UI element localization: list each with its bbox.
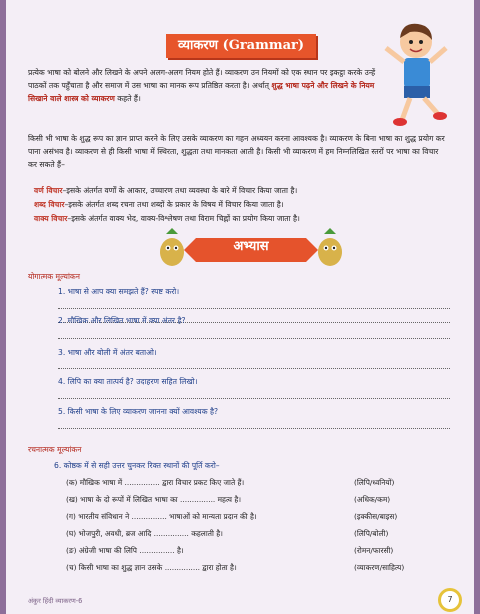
level-term: वाक्य विचार	[34, 214, 68, 223]
fill-options: (व्याकरण/साहित्य)	[354, 563, 405, 572]
fill-row-ga	[66, 512, 446, 522]
question-5: 5. किसी भाषा के लिए व्याकरण जानना क्यों आवश्यक है?	[58, 407, 219, 416]
fill-text: (च) किसी भाषा का शुद्ध ज्ञान उसके ............... द्वारा होता है।	[66, 563, 237, 572]
answer-line	[58, 338, 450, 339]
mascot-left-icon	[160, 228, 184, 266]
question-3: 3. भाषा और बोली में अंतर बताओ।	[58, 348, 157, 357]
book-page	[6, 0, 474, 614]
intro-paragraph-1	[28, 66, 378, 106]
page-number: 7	[438, 588, 462, 612]
grammar-definition: शुद्ध भाषा पढ़ने और लिखने के नियम सिखाने वाले शास्त्र को व्याकरण	[28, 81, 375, 104]
fill-options: (लिपि/बोली)	[354, 529, 389, 538]
section-formative-title: रचनात्मक मूल्यांकन	[28, 445, 82, 454]
fill-options: (रोमन/फारसी)	[354, 546, 394, 555]
intro-p1-text: प्रत्येक भाषा को बोलने और लिखने के अपने अलग-अलग नियम होते हैं। व्याकरण उन नियमों को एक स्थान पर इकट्ठा करके उन्हें पाठकों तक पहुँचाता है और समाज में उस भाषा का मानक रूप प्रतिष्ठित करता है। अर्थात्	[28, 68, 376, 91]
exercise-title: अभ्यास	[233, 239, 269, 254]
level-varna	[34, 184, 454, 197]
answer-line	[58, 308, 450, 309]
intro-p2-text: किसी भी भाषा के शुद्ध रूप का ज्ञान प्राप्त करने के लिए उसके व्याकरण का गहन अध्ययन करना आवश्यक है। व्याकरण के बिना भाषा का शुद्ध प्रयोग कर पाना असंभव है। व्याकरण से ही किसी भाषा में स्थिरता, शुद्धता तथा मानकता आती है। किसी भी व्याकरण में हम निम्नलिखित स्तरों पर भाषा का विचार कर सकते हैं–	[28, 134, 445, 170]
fill-row-cha	[66, 563, 446, 573]
question-2: 2. मौखिक और लिखित भाषा में क्या अंतर है?	[58, 316, 186, 325]
question-4: 4. लिपि का क्या तात्पर्य है? उदाहरण सहित लिखो।	[58, 377, 198, 386]
boy-illustration	[380, 18, 450, 128]
fill-row-ka	[66, 478, 446, 488]
title-english: (Grammar)	[222, 38, 305, 53]
level-vakya	[34, 212, 454, 225]
level-text: –इसके अंतर्गत वर्णों के आकार, उच्चारण तथा व्यवस्था के बारे में विचार किया जाता है।	[62, 186, 298, 195]
answer-line	[58, 368, 450, 369]
chapter-title-banner	[166, 34, 316, 58]
answer-line	[58, 398, 450, 399]
level-term: वर्ण विचार	[34, 186, 63, 195]
level-shabd	[34, 198, 454, 211]
title-hindi: व्याकरण	[177, 38, 219, 53]
fill-options: (इक्कीस/बाइस)	[354, 512, 398, 521]
question-1: 1. भाषा से आप क्या समझते हैं? स्पष्ट करो।	[58, 287, 180, 296]
fill-row-gha	[66, 529, 446, 539]
section-summative-title: योगात्मक मूल्यांकन	[28, 272, 80, 281]
fill-text: (ख) भाषा के दो रूपों में लिखित भाषा का ............... महत्व है।	[66, 495, 242, 504]
question-6: 6. कोष्ठक में से सही उत्तर चुनकर रिक्त स्थानों की पूर्ति करो–	[54, 461, 220, 470]
intro-paragraph-2	[28, 132, 448, 172]
level-term: शब्द विचार	[34, 200, 65, 209]
level-text: –इसके अंतर्गत वाक्य भेद, वाक्य-विश्लेषण तथा विराम चिह्नों का प्रयोग किया जाता है।	[67, 214, 300, 223]
book-title-footer: अंकुर हिंदी व्याकरण-6	[28, 597, 83, 605]
fill-text: (घ) भोजपुरी, अवधी, ब्रज आदि ............... कहलाती है।	[66, 529, 223, 538]
fill-text: (ग) भारतीय संविधान ने ............... भाषाओं को मान्यता प्रदान की है।	[66, 512, 257, 521]
answer-line	[58, 428, 450, 429]
intro-p1-end: कहते हैं।	[114, 94, 141, 104]
fill-row-kha	[66, 495, 446, 505]
fill-text: (ङ) अंग्रेजी भाषा की लिपि ............... है।	[66, 546, 184, 555]
fill-options: (लिपि/ध्वनियों)	[354, 478, 395, 487]
fill-options: (अधिक/कम)	[354, 495, 391, 504]
fill-text: (क) मौखिक भाषा में ............... द्वारा विचार प्रकट किए जाते हैं।	[66, 478, 245, 487]
mascot-right-icon	[318, 228, 342, 266]
fill-row-nga	[66, 546, 446, 556]
level-text: –इसके अंतर्गत शब्द रचना तथा शब्दों के प्रकार के विषय में विचार किया जाता है।	[64, 200, 284, 209]
